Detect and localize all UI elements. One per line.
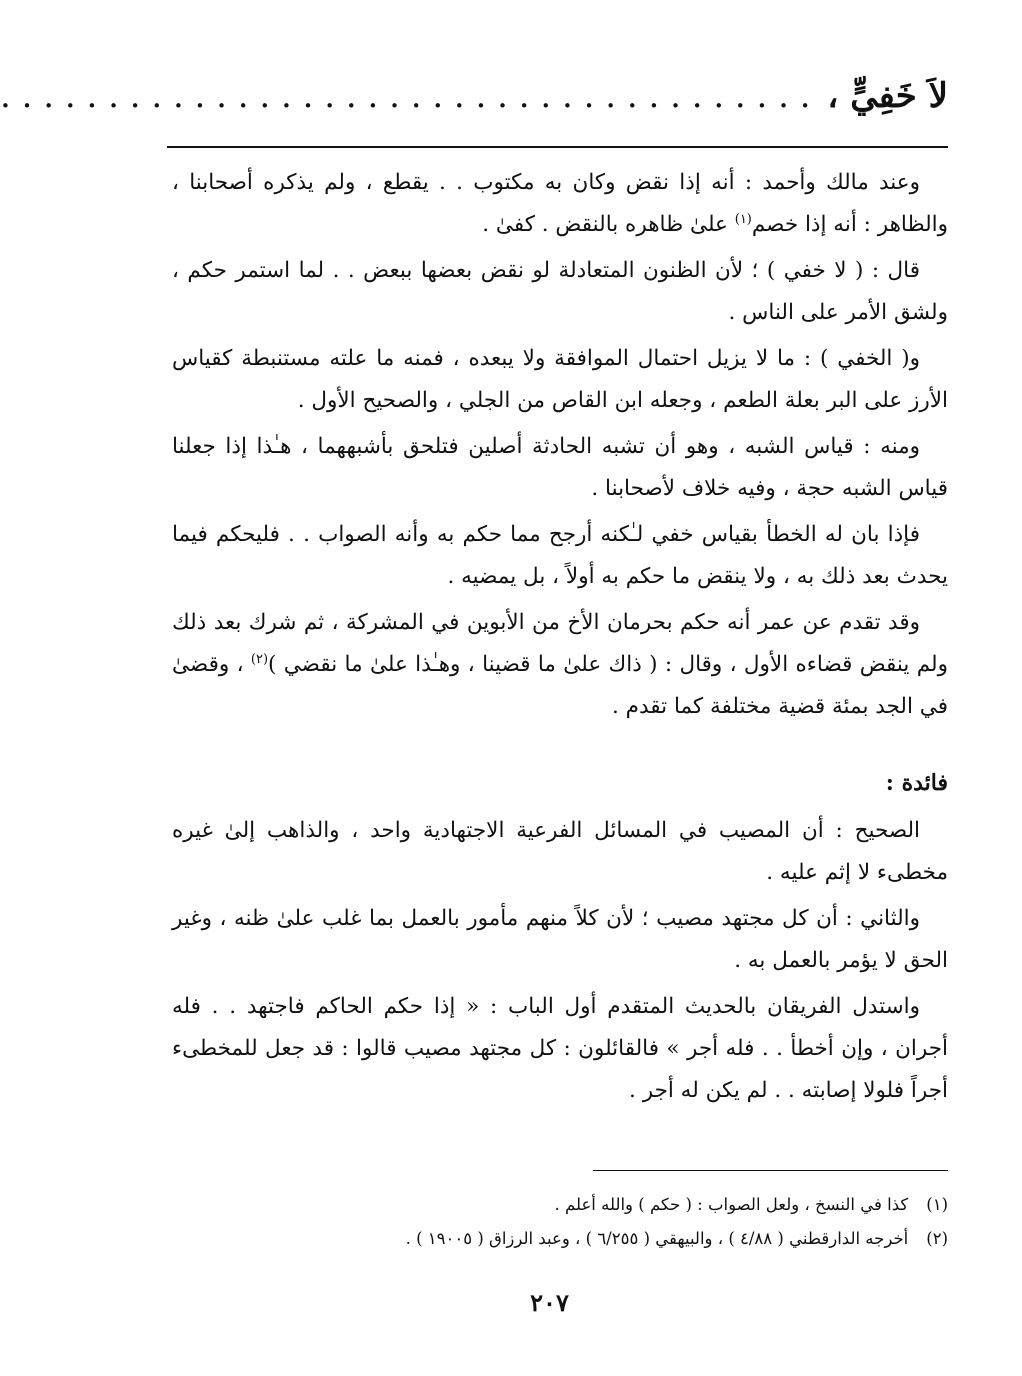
paragraph: واستدل الفريقان بالحديث المتقدم أول الباب : « إذا حكم الحاكم فاجتهد . . فله أجران ، وإن أخطأ . . فله أجر » فالقائلون : كل مجتهد مصيب قالوا : قد جعل للمخطىء أجراً فلولا إصابته . . لم يكن له أجر . bbox=[172, 994, 948, 1103]
header-rule bbox=[167, 146, 948, 148]
paragraph: الصحيح : أن المصيب في المسائل الفرعية الاجتهادية واحد ، والذاهب إلىٰ غيره مخطىء لا إثم عليه . bbox=[172, 818, 948, 885]
footnote-number: (٢) bbox=[926, 1229, 948, 1248]
paragraph: و( الخفي ) : ما لا يزيل احتمال الموافقة ولا يبعده ، فمنه ما علته مستنبطة كقياس الأرز على البر بعلة الطعم ، وجعله ابن القاص من الجلي ، والصحيح الأول . bbox=[172, 346, 948, 413]
page-number: ٢٠٧ bbox=[530, 1288, 569, 1317]
main-text bbox=[172, 162, 948, 1116]
paragraph: والثاني : أن كل مجتهد مصيب ؛ لأن كلاً منهم مأمور بالعمل بما غلب علىٰ ظنه ، وغير الحق لا يؤمر بالعمل به . bbox=[172, 906, 948, 973]
footnote bbox=[172, 1188, 948, 1222]
footnote-text: كذا في النسخ ، ولعل الصواب : ( حكم ) والله أعلم . bbox=[554, 1195, 909, 1214]
paragraph: فإذا بان له الخطأ بقياس خفي لـٰكنه أرجح مما حكم به وأنه الصواب . . فليحكم فيما يحدث بعد ذلك به ، ولا ينقض ما حكم به أولاً ، بل يمضيه . bbox=[172, 522, 948, 589]
paragraph: وعند مالك وأحمد : أنه إذا نقض وكان به مكتوب . . يقطع ، ولم يذكره أصحابنا ، والظاهر : أنه إذا خصم$^{(١)}$ علىٰ ظاهره بالنقض . كفىٰ . bbox=[172, 170, 948, 237]
footnote-text: أخرجه الدارقطني ( ٤/٨٨ ) ، والبيهقي ( ٦/٢٥٥ ) ، وعبد الرزاق ( ١٩٠٠٥ ) . bbox=[405, 1229, 909, 1248]
running-header bbox=[0, 74, 948, 134]
paragraph: وقد تقدم عن عمر أنه حكم بحرمان الأخ من الأبوين في المشركة ، ثم شرك بعد ذلك ولم ينقض قضاءه الأول ، وقال : ( ذاك علىٰ ما قضينا ، وهـٰذا علىٰ ما نقضي )$^{(٢)}$ ، وقضىٰ في الجد بمئة قضية مختلفة كما تقدم . bbox=[172, 610, 948, 719]
footnotes bbox=[172, 1188, 948, 1256]
footnote-number: (١) bbox=[926, 1195, 948, 1214]
paragraph: ومنه : قياس الشبه ، وهو أن تشبه الحادثة أصلين فتلحق بأشبههما ، هـٰذا إذا جعلنا قياس الشبه حجة ، وفيه خلاف لأصحابنا . bbox=[172, 434, 948, 501]
footnote-rule bbox=[593, 1170, 948, 1171]
footnote-ref: (٢) bbox=[250, 651, 269, 667]
section-heading: فائدة : bbox=[885, 770, 948, 796]
paragraph: قال : ( لا خفي ) ؛ لأن الظنون المتعادلة لو نقض بعضها ببعض . . لما استمر حكم ، ولشق الأمر على الناس . bbox=[172, 258, 948, 325]
header-title: لاَ خَفِيٍّ ، bbox=[827, 76, 948, 116]
footnote-ref: (١) bbox=[734, 211, 752, 227]
header-dot-leader: . . . . . . . . . . . . . . . . . . . . . . . . . . . . . . . . . . . . . . bbox=[0, 76, 811, 116]
footnote bbox=[172, 1222, 948, 1256]
